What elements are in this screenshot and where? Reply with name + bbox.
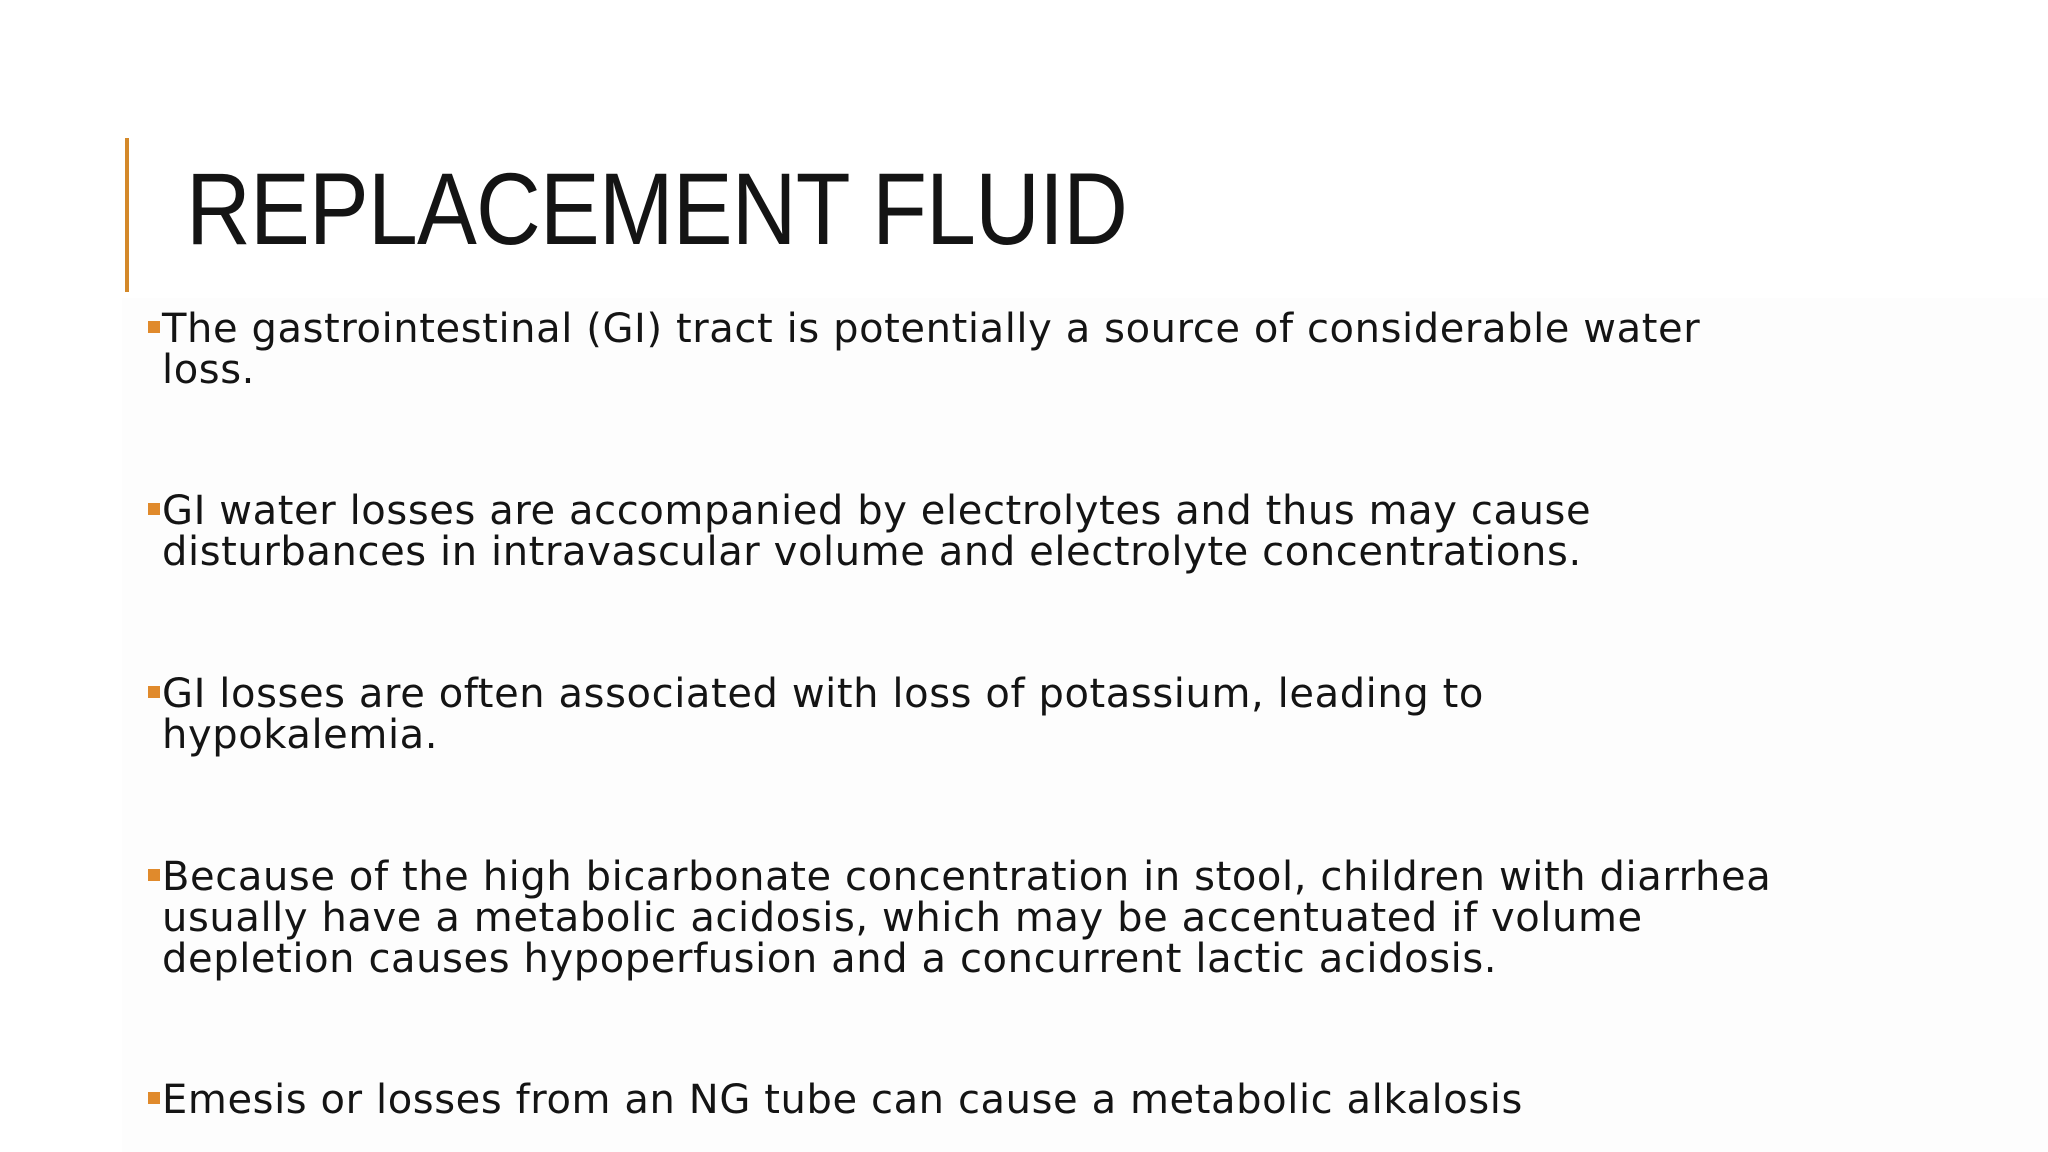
bullet-item	[148, 488, 2028, 575]
bullet-square-icon	[148, 1092, 160, 1104]
bullet-text: GI losses are often associated with loss of potassium, leading to hypokalemia.	[162, 671, 1485, 758]
title-accent-bar	[125, 138, 129, 292]
bullet-square-icon	[148, 869, 160, 881]
bullet-square-icon	[148, 321, 160, 333]
slide-title: REPLACEMENT FLUID	[186, 152, 1128, 266]
bullet-square-icon	[148, 686, 160, 698]
bullet-text: GI water losses are accompanied by electrolytes and thus may cause disturbances in intravascular volume and electrolyte concentrations.	[162, 488, 1592, 575]
bullet-item	[148, 306, 2028, 393]
bullet-item	[148, 1077, 2028, 1123]
bullet-text: Emesis or losses from an NG tube can cause a metabolic alkalosis	[162, 1077, 1523, 1123]
bullet-square-icon	[148, 503, 160, 515]
bullet-text: Because of the high bicarbonate concentration in stool, children with diarrhea usually have a metabolic acidosis, which may be accentuated if volume depletion causes hypoperfusion and a concurrent lactic acidosis.	[162, 854, 1772, 982]
bullet-item	[148, 854, 2028, 982]
bullet-item	[148, 671, 2028, 758]
bullet-text: The gastrointestinal (GI) tract is potentially a source of considerable water loss.	[162, 306, 1701, 393]
